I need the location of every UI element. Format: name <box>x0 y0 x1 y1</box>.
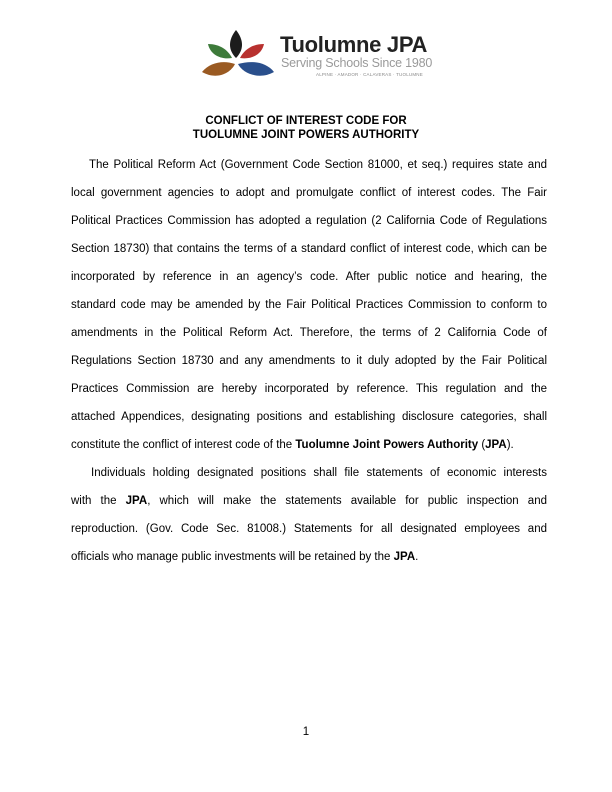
text-run: with the <box>71 495 126 507</box>
paragraph-1 <box>71 151 547 459</box>
paragraph-line: local government agencies to adopt and promulgate conflict of interest codes. The Fair <box>71 187 547 199</box>
logo-subline: ALPINE · AMADOR · CALAVERAS · TUOLUMNE <box>316 72 423 77</box>
organization-abbr: JPA <box>485 439 507 451</box>
organization-abbr: JPA <box>393 551 416 563</box>
lotus-logo-icon <box>198 26 278 82</box>
text-run: constitute the conflict of interest code of the <box>71 439 296 451</box>
text-run: ). <box>506 439 514 451</box>
document-title-line-2: TUOLUMNE JOINT POWERS AUTHORITY <box>192 129 420 141</box>
paragraph-line: incorporated by reference in an agency’s code. After public notice and hearing, the <box>71 271 547 283</box>
document-title-line-1: CONFLICT OF INTEREST CODE FOR <box>205 115 407 127</box>
paragraph-line: Section 18730) that contains the terms of a standard conflict of interest code, which can be <box>71 243 547 255</box>
paragraph-line: Regulations Section 18730 and any amendments to it duly adopted by the Fair Political <box>71 355 547 367</box>
paragraph-line: The Political Reform Act (Government Code Section 81000, et seq.) requires state and <box>89 159 547 171</box>
paragraph-line <box>71 487 547 515</box>
text-run: ( <box>478 439 486 451</box>
logo-name: Tuolumne JPA <box>280 32 428 57</box>
text-run: . <box>415 551 419 563</box>
paragraph-line: reproduction. (Gov. Code Sec. 81008.) Statements for all designated employees and <box>71 523 547 535</box>
organization-name: Tuolumne Joint Powers Authority <box>295 439 479 451</box>
logo-tagline: Serving Schools Since 1980 <box>281 56 433 70</box>
paragraph-line: Political Practices Commission has adopted a regulation (2 California Code of Regulations <box>71 215 547 227</box>
paragraph-line: Individuals holding designated positions shall file statements of economic interests <box>91 467 547 479</box>
paragraph-line: attached Appendices, designating positions and establishing disclosure categories, shall <box>71 411 547 423</box>
organization-abbr: JPA <box>125 495 148 507</box>
paragraph-line <box>71 431 547 459</box>
text-run: officials who manage public investments will be retained by the <box>71 551 394 563</box>
text-run: , which will make the statements available for public inspection and <box>147 495 547 507</box>
paragraph-line: Practices Commission are hereby incorporated by reference. This regulation and the <box>71 383 547 395</box>
paragraph-line: amendments in the Political Reform Act. Therefore, the terms of 2 California Code of <box>71 327 547 339</box>
paragraph-2 <box>71 459 547 571</box>
paragraph-line: standard code may be amended by the Fair Political Practices Commission to conform to <box>71 299 547 311</box>
logo <box>198 26 438 84</box>
page-number: 1 <box>302 726 310 738</box>
paragraph-line <box>71 543 547 571</box>
